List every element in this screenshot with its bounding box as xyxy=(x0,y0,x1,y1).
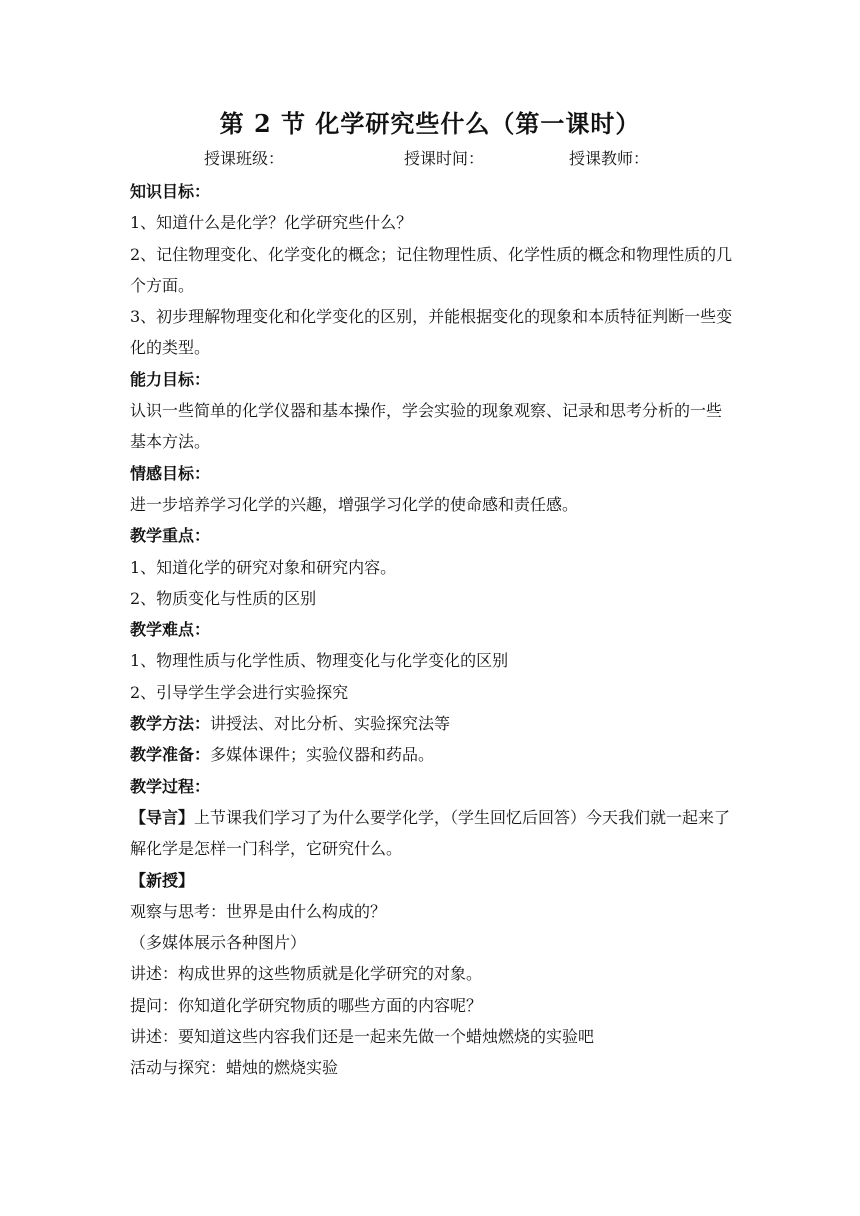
method-text: 讲授法、对比分析、实验探究法等 xyxy=(210,714,451,734)
page-title: 第 2 节 化学研究些什么（第一课时） xyxy=(219,109,641,138)
prep-text: 多媒体课件；实验仪器和药品。 xyxy=(210,745,435,765)
new-line-6: 活动与探究：蜡烛的燃烧实验 xyxy=(130,1058,339,1078)
ability-text: 认识一些简单的化学仪器和基本操作，学会实验的现象观察、记录和思考分析的一些基本方法。 xyxy=(130,401,723,452)
emotion-text: 进一步培养学习化学的兴趣，增强学习化学的使命感和责任感。 xyxy=(130,494,579,514)
intro-label: 【导言】 xyxy=(130,807,195,827)
new-line-4: 提问：你知道化学研究物质的哪些方面的内容呢？ xyxy=(130,995,483,1015)
difficulty-item-2: 2、引导学生学会进行实验探究 xyxy=(130,682,349,702)
intro-paragraph xyxy=(130,802,734,865)
focus-item-1: 1、知道化学的研究对象和研究内容。 xyxy=(130,557,397,577)
teacher-label: 授课教师： xyxy=(569,149,650,168)
focus-heading: 教学重点： xyxy=(130,526,211,546)
document-body xyxy=(130,176,734,1084)
difficulty-heading: 教学难点： xyxy=(130,620,211,640)
focus-item-2: 2、物质变化与性质的区别 xyxy=(130,588,317,608)
prep-label: 教学准备： xyxy=(130,745,211,765)
time-label: 授课时间： xyxy=(404,149,485,168)
method-label: 教学方法： xyxy=(130,714,211,734)
new-label: 【新授】 xyxy=(130,870,195,890)
intro-text: 上节课我们学习了为什么要学化学，（学生回忆后回答）今天我们就一起来了解化学是怎样一门科学，它研究什么。 xyxy=(130,807,731,859)
new-line-3: 讲述：构成世界的这些物质就是化学研究的对象。 xyxy=(130,964,483,984)
prep-line xyxy=(130,739,734,770)
knowledge-item-3: 3、初步理解物理变化和化学变化的区别，并能根据变化的现象和本质特征判断一些变化的类型。 xyxy=(130,307,733,358)
method-line xyxy=(130,708,734,739)
process-heading: 教学过程： xyxy=(130,776,211,796)
knowledge-item-1: 1、知道什么是化学？化学研究些什么？ xyxy=(130,213,413,233)
ability-heading: 能力目标： xyxy=(130,369,211,389)
new-line-2: （多媒体展示各种图片） xyxy=(130,933,307,953)
knowledge-heading: 知识目标： xyxy=(130,182,211,201)
difficulty-item-1: 1、物理性质与化学性质、物理变化与化学变化的区别 xyxy=(130,651,509,671)
emotion-heading: 情感目标： xyxy=(130,463,211,483)
class-label: 授课班级： xyxy=(204,149,285,168)
new-line-1: 观察与思考：世界是由什么构成的？ xyxy=(130,901,387,921)
knowledge-item-2: 2、记住物理变化、化学变化的概念；记住物理性质、化学性质的概念和物理性质的几个方面。 xyxy=(130,244,733,295)
new-line-5: 讲述：要知道这些内容我们还是一起来先做一个蜡烛燃烧的实验吧 xyxy=(130,1027,595,1047)
